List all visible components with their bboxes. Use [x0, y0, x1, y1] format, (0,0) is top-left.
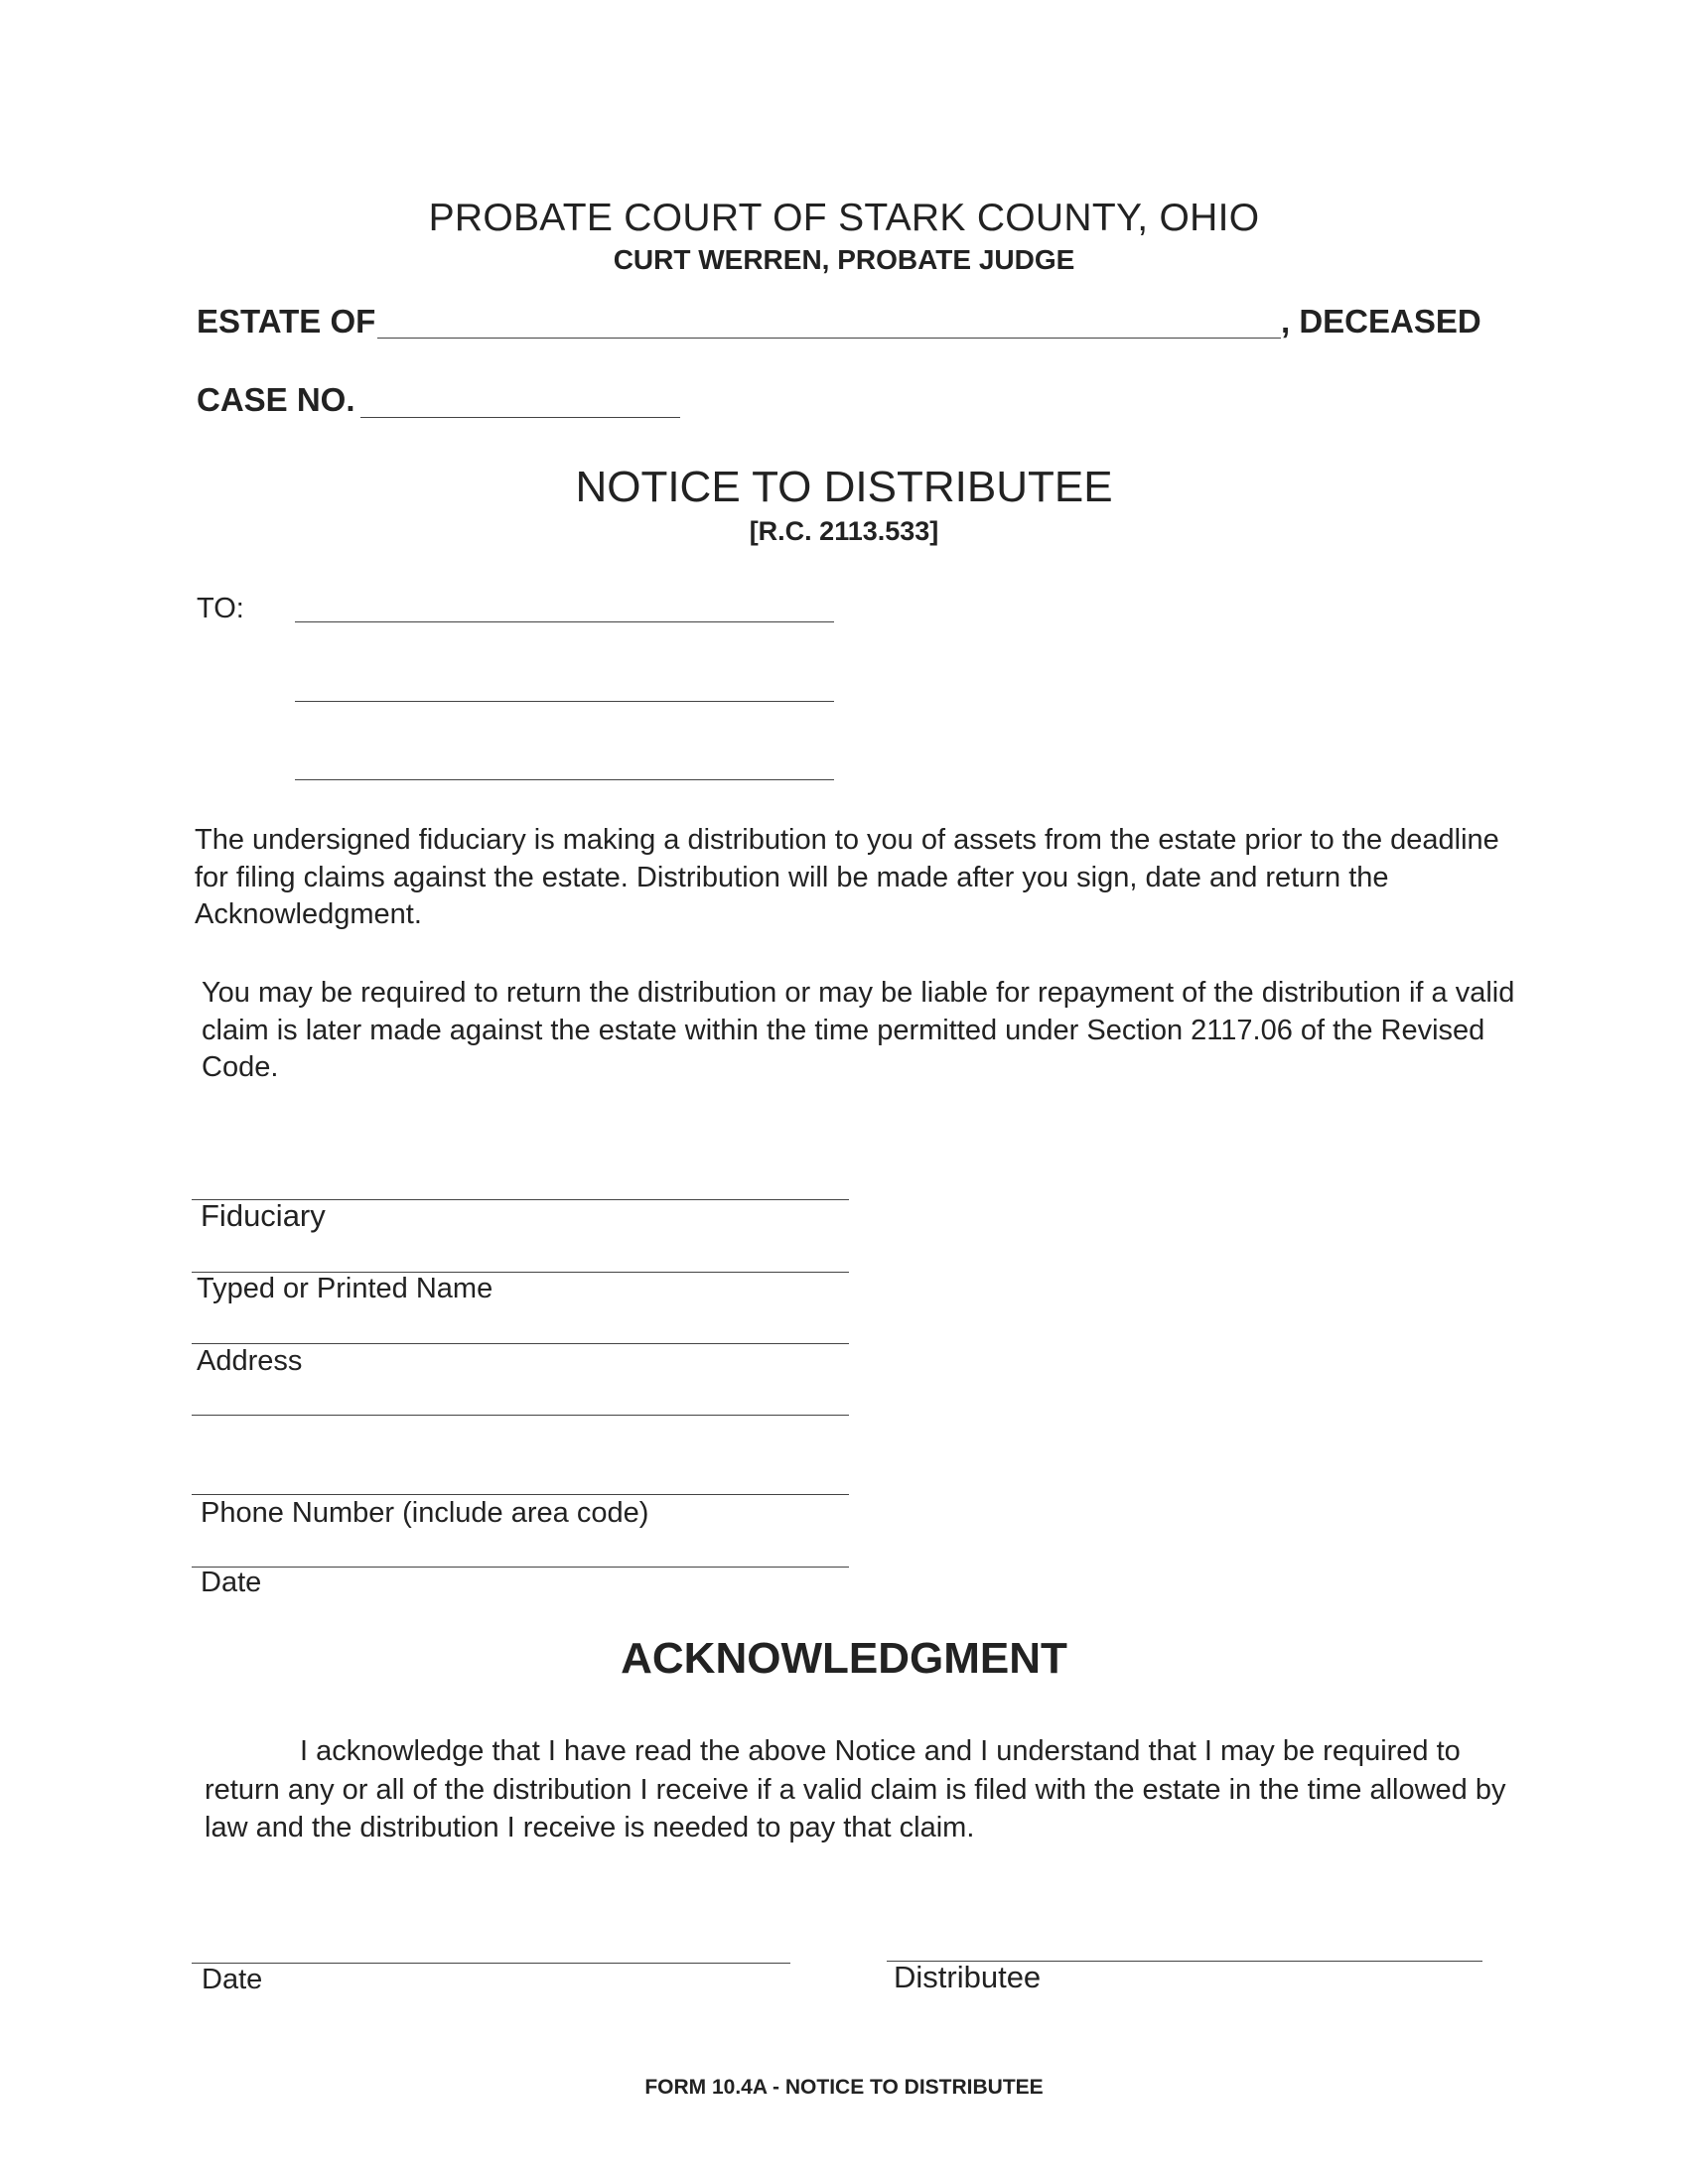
phone-number-label: Phone Number (include area code): [201, 1497, 649, 1529]
phone-number-line[interactable]: [192, 1494, 849, 1495]
statute-reference: [R.C. 2113.533]: [749, 516, 939, 546]
acknowledgment-title: ACKNOWLEDGMENT: [621, 1634, 1067, 1683]
typed-name-label: Typed or Printed Name: [197, 1273, 493, 1304]
address-line-1[interactable]: [192, 1343, 849, 1344]
judge-name: CURT WERREN, PROBATE JUDGE: [613, 244, 1075, 275]
notice-paragraph-2: You may be required to return the distribution or may be liable for repayment of the distribution if a valid claim is later made against the estate within the time permitted under Section 2117.06 of the Revised Code.: [202, 977, 1515, 1083]
notice-title: NOTICE TO DISTRIBUTEE: [575, 463, 1113, 511]
to-recipient-line-3[interactable]: [295, 779, 834, 780]
address-line-2[interactable]: [192, 1415, 849, 1416]
to-recipient-line-1[interactable]: [295, 621, 834, 622]
case-no-label: CASE NO.: [197, 381, 355, 418]
form-footer: FORM 10.4A - NOTICE TO DISTRIBUTEE: [644, 2076, 1044, 2099]
acknowledgment-date-label: Date: [202, 1964, 263, 1995]
to-recipient-line-2[interactable]: [295, 701, 834, 702]
distributee-label: Distributee: [894, 1960, 1042, 1994]
acknowledgment-paragraph: I acknowledge that I have read the above Notice and I understand that I may be required to return any or all of the distribution I receive if a valid claim is filed with the estate in the time allowed by law and the distribution I receive is needed to pay that claim.: [205, 1735, 1506, 1843]
fiduciary-date-line[interactable]: [192, 1567, 849, 1568]
notice-paragraph-1: The undersigned fiduciary is making a distribution to you of assets from the estate prior to the deadline for filing claims against the estate. Distribution will be made after you sign, date and return the Acknowledgment.: [195, 824, 1499, 930]
to-label: TO:: [197, 593, 244, 624]
fiduciary-label: Fiduciary: [201, 1198, 326, 1233]
case-no-field[interactable]: [360, 417, 680, 418]
acknowledgment-date-line[interactable]: [192, 1963, 790, 1964]
address-label: Address: [197, 1345, 303, 1377]
estate-of-label: ESTATE OF: [197, 303, 376, 340]
fiduciary-date-label: Date: [201, 1567, 262, 1598]
court-name: PROBATE COURT OF STARK COUNTY, OHIO: [428, 197, 1260, 239]
estate-name-field[interactable]: [377, 338, 1281, 339]
deceased-label: , DECEASED: [1281, 303, 1481, 340]
